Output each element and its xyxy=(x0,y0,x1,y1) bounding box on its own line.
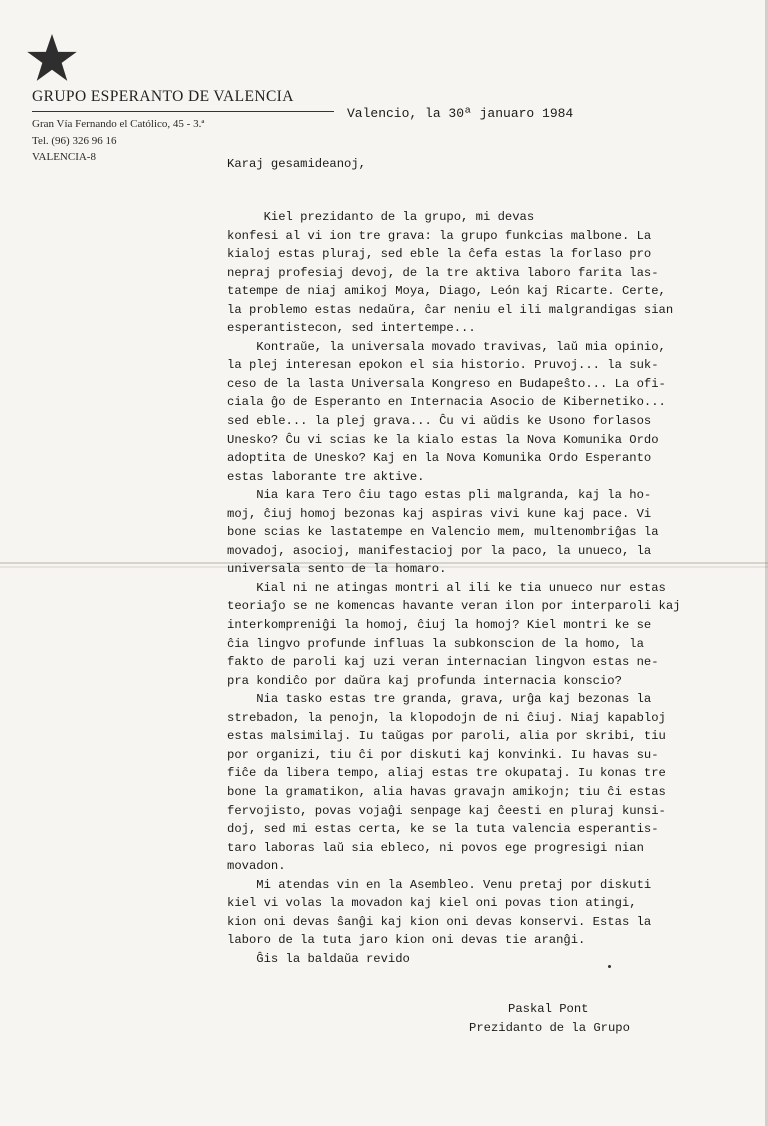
organization-city: VALENCIA-8 xyxy=(32,151,96,163)
letter-line: kion oni devas ŝanĝi kaj kion oni devas konservi. Estas la xyxy=(227,914,652,929)
letter-line: bone scias ke lastatempe en Valencio mem, multenombriĝas la xyxy=(227,525,659,540)
letter-line: sed eble... la plej grava... Ĉu vi aŭdis ke Usono forlasos xyxy=(227,414,652,429)
letter-line: fakto de paroli kaj uzi veran internacian lingvon estas ne- xyxy=(227,655,659,670)
signature-name: Paskal Pont xyxy=(508,1002,589,1016)
letter-line: fervojisto, povas vojaĝi senpage kaj ĉeesti en pluraj kunsi- xyxy=(227,803,666,818)
letter-line: doj, sed mi estas certa, ke se la tuta valencia esperantis- xyxy=(227,822,659,837)
letter-line: kialoj estas pluraj, sed eble la ĉefa estas la forlaso pro xyxy=(227,247,652,262)
letter-line: la plej interesan epokon el sia historio. Pruvoj... la suk- xyxy=(227,358,659,373)
letter-line: esperantistecon, sed intertempe... xyxy=(227,321,476,336)
letterhead-rule xyxy=(32,111,334,112)
ink-dot xyxy=(608,965,611,968)
letter-line: ciala ĝo de Esperanto en Internacia Asocio de Kibernetiko... xyxy=(227,395,666,410)
organization-phone: Tel. (96) 326 96 16 xyxy=(32,135,117,147)
letter-line: pra kondiĉo por daŭra kaj profunda internacia konscio? xyxy=(227,673,622,688)
letter-line: ceso de la lasta Universala Kongreso en Budapeŝto... La ofi- xyxy=(227,376,666,391)
letter-line: Mi atendas vin en la Asembleo. Venu pretaj por diskuti xyxy=(227,877,652,892)
letter-line: Nia kara Tero ĉiu tago estas pli malgranda, kaj la ho- xyxy=(227,488,652,503)
letter-line: estas laborante tre aktive. xyxy=(227,469,425,484)
letter-line: moj, ĉiuj homoj bezonas kaj aspiras vivi kune kaj pace. Vi xyxy=(227,506,652,521)
letter-date: Valencio, la 30ª januaro 1984 xyxy=(347,106,574,121)
letter-line: adoptita de Unesko? Kaj en la Nova Komunika Ordo Esperanto xyxy=(227,451,652,466)
letter-line: teoriaĵo se ne komencas havante veran ilon por interparoli kaj xyxy=(227,599,681,614)
letter-line: estas malsimilaj. Iu taŭgas por paroli, alia por skribi, tiu xyxy=(227,729,666,744)
letter-line: Kiel prezidanto de la grupo, mi devas xyxy=(227,210,535,224)
letter-line: la problemo estas nedaŭra, ĉar neniu el ili malgrandigas sian xyxy=(227,302,674,317)
star-icon xyxy=(26,33,78,85)
letter-line: Kial ni ne atingas montri al ili ke tia unueco nur estas xyxy=(227,580,666,595)
letter-line: nepraj profesiaj devoj, de la tre aktiva laboro farita las- xyxy=(227,265,659,280)
letter-line: Ĝis la baldaŭa revido xyxy=(227,951,410,966)
letter-line: strebadon, la penojn, la klopodojn de ni ĉiuj. Niaj kapabloj xyxy=(227,710,666,725)
letter-line: tatempe de niaj amikoj Moya, Diago, León kaj Ricarte. Certe, xyxy=(227,284,666,299)
letter-line: bone la gramatikon, alia havas gravajn amikojn; tiu ĉi estas xyxy=(227,784,666,799)
letter-greeting: Karaj gesamideanoj, xyxy=(227,157,366,171)
letter-line: kiel vi volas la movadon kaj kiel oni povas tion atingi, xyxy=(227,896,637,911)
letter-line: Nia tasko estas tre granda, grava, urĝa kaj bezonas la xyxy=(227,692,652,707)
letter-line: taro laboras laŭ sia ebleco, ni povos ege progresigi nian xyxy=(227,840,644,855)
letter-line: fiĉe da libera tempo, aliaj estas tre okupataj. Iu konas tre xyxy=(227,766,666,781)
letter-line: Kontraŭe, la universala movado travivas, laŭ mia opinio, xyxy=(227,339,666,354)
letter-line: Unesko? Ĉu vi scias ke la kialo estas la Nova Komunika Ordo xyxy=(227,432,659,447)
letter-body xyxy=(227,208,680,968)
letter-line: movadon. xyxy=(227,859,286,874)
letter-line: universala sento de la homaro. xyxy=(227,562,447,577)
letter-line: interkompreniĝi la homoj, ĉiuj la homoj? Kiel montri ke se xyxy=(227,618,652,633)
letter-line: por organizi, tiu ĉi por diskuti kaj konvinki. Iu havas su- xyxy=(227,747,659,762)
letter-line: laboro de la tuta jaro kion oni devas tie aranĝi. xyxy=(227,933,586,948)
signature-title: Prezidanto de la Grupo xyxy=(469,1021,630,1035)
letter-line: ĉia lingvo profunde influas la subkonscion de la homo, la xyxy=(227,636,644,651)
letter-line: konfesi al vi ion tre grava: la grupo funkcias malbone. La xyxy=(227,228,652,243)
organization-address: Gran Vía Fernando el Católico, 45 - 3.ª xyxy=(32,118,205,130)
organization-name: GRUPO ESPERANTO DE VALENCIA xyxy=(32,88,294,105)
letter-line: movadoj, asocioj, manifestacioj por la paco, la unueco, la xyxy=(227,543,652,558)
